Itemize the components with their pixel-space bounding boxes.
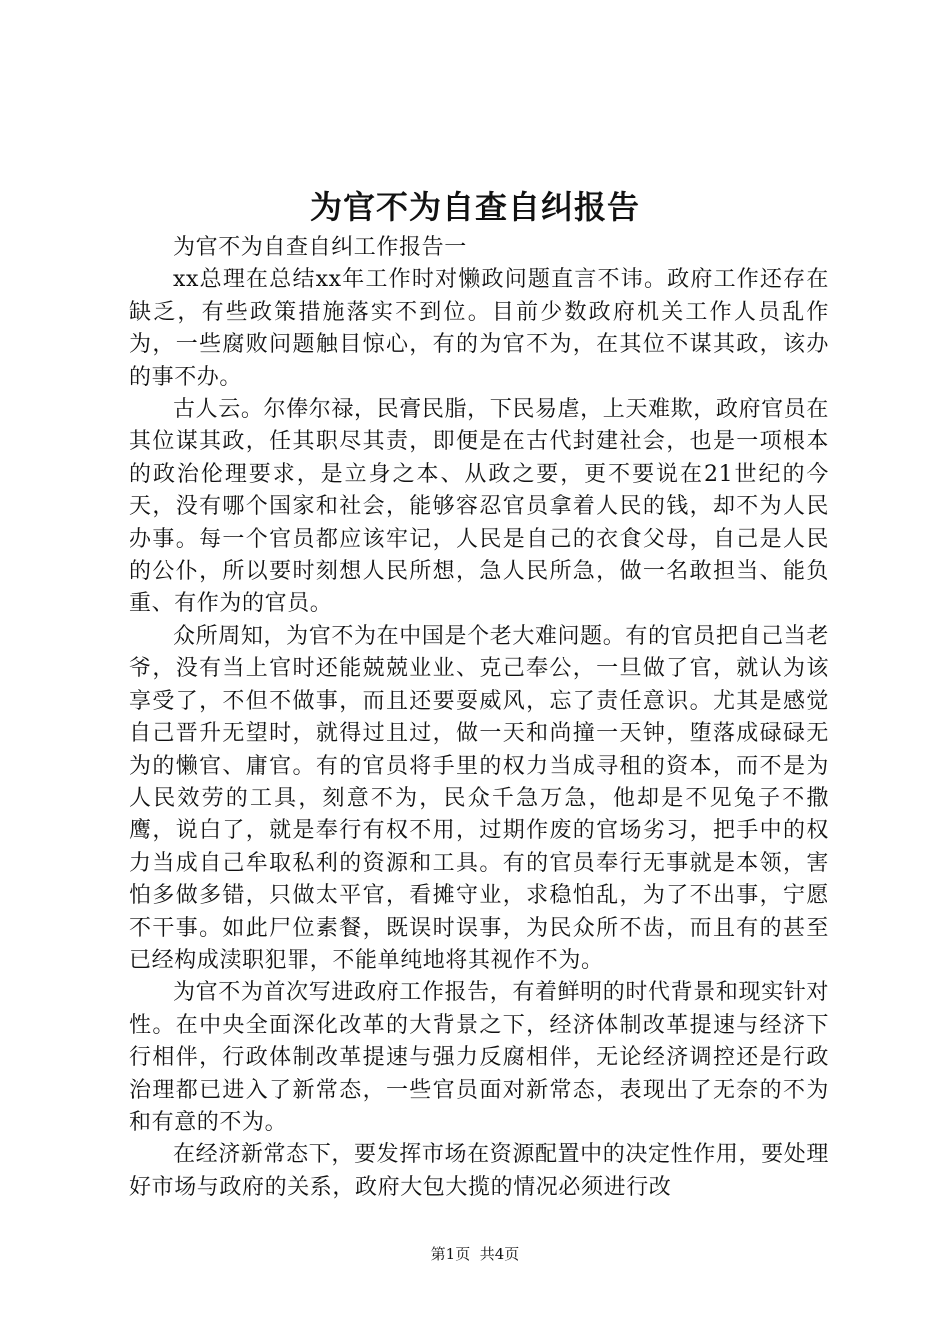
paragraph: 为官不为首次写进政府工作报告，有着鲜明的时代背景和现实针对性。在中央全面深化改革的大背景之下，经济体制改革提速与经济下行相伴，行政体制改革提速与强力反腐相伴，无论经济调控还是行政治理都已进入了新常态，一些官员面对新常态，表现出了无奈的不为和有意的不为。 <box>129 980 829 1135</box>
paragraph-subtitle: 为官不为自查自纠工作报告一 <box>173 235 467 260</box>
footer-separator <box>470 1245 480 1263</box>
document-title: 为官不为自查自纠报告 <box>309 188 640 226</box>
page-footer <box>0 1244 950 1264</box>
paragraph: xx总理在总结xx年工作时对懒政问题直言不讳。政府工作还存在缺乏，有些政策措施落实不到位。目前少数政府机关工作人员乱作为，一些腐败问题触目惊心，有的为官不为，在其位不谋其政，该办的事不办。 <box>129 267 829 390</box>
page-number: 第1页 <box>430 1245 471 1263</box>
paragraph: 古人云。尔俸尔禄，民膏民脂，下民易虐，上天难欺，政府官员在其位谋其政，任其职尽其责，即便是在古代封建社会，也是一项根本的政治伦理要求，是立身之本、从政之要，更不要说在21世纪的今天，没有哪个国家和社会，能够容忍官员拿着人民的钱，却不为人民办事。每一个官员都应该牢记，人民是自己的衣食父母，自己是人民的公仆，所以要时刻想人民所想，急人民所急，做一名敢担当、能负重、有作为的官员。 <box>129 397 829 617</box>
paragraph: 在经济新常态下，要发挥市场在资源配置中的决定性作用，要处理好市场与政府的关系，政府大包大揽的情况必须进行改 <box>129 1142 829 1200</box>
page-total: 共4页 <box>479 1245 520 1263</box>
document-body <box>129 232 829 1204</box>
paragraph: 众所周知，为官不为在中国是个老大难问题。有的官员把自己当老爷，没有当上官时还能兢兢业业、克己奉公，一旦做了官，就认为该享受了，不但不做事，而且还要耍威风，忘了责任意识。尤其是感觉自己晋升无望时，就得过且过，做一天和尚撞一天钟，堕落成碌碌无为的懒官、庸官。有的官员将手里的权力当成寻租的资本，而不是为人民效劳的工具，刻意不为，民众千急万急，他却是不见兔子不撒鹰，说白了，就是奉行有权不用，过期作废的官场劣习，把手中的权力当成自己牟取私利的资源和工具。有的官员奉行无事就是本领，害怕多做多错，只做太平官，看摊守业，求稳怕乱，为了不出事，宁愿不干事。如此尸位素餐，既误时误事，为民众所不齿，而且有的甚至已经构成渎职犯罪，不能单纯地将其视作不为。 <box>129 623 829 973</box>
